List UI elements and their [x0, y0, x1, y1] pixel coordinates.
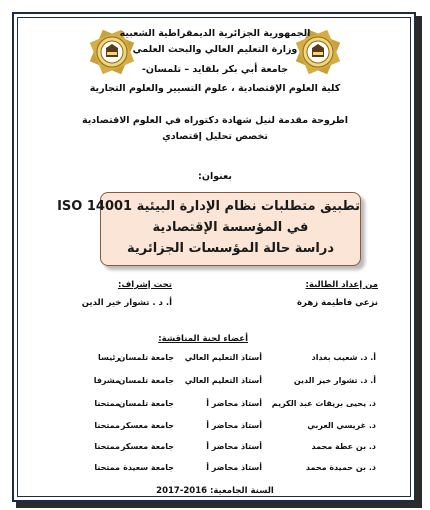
member-role: ممتحنا [94, 399, 120, 408]
member-role: مشرفا [93, 376, 120, 385]
member-name: د. بن حميدة محمد [305, 463, 376, 472]
member-name: أ. د. تشوار خير الدين [293, 376, 376, 385]
ministry-name: وزارة التعليم العالي والبحث العلمي [132, 44, 298, 55]
thesis-degree-line: اطروحة مقدمة لنيل شهادة دكتوراه في العلوم الاقتصادية [81, 115, 349, 126]
member-name: د. غريسي العربي [307, 421, 376, 430]
member-university: جامعة تلمسان [118, 353, 174, 362]
supervisor-name: أ. د . تشوار خير الدين [81, 298, 172, 308]
member-university: جامعة تلمسان [118, 376, 174, 385]
member-rank: أستاذ التعليم العالي [184, 353, 262, 362]
republic-name: الجمهورية الجزائرية الديمقراطية الشعبية [119, 28, 311, 39]
member-university: جامعة تلمسان [118, 399, 174, 408]
university-name: جامعة أبي بكر بلقايد – تلمسان- [141, 64, 289, 75]
member-university: جامعة سعيدة [123, 463, 174, 472]
thesis-title-line-2: في المؤسسة الإقتصادية [152, 220, 309, 235]
member-name: أ. د. شعيب بغداد [311, 353, 376, 362]
member-role: رئيسا [97, 353, 120, 362]
member-university: جامعة معسكر [120, 421, 174, 430]
member-rank: أستاذ التعليم العالي [184, 376, 262, 385]
table-row [0, 376, 430, 390]
member-role: ممتحنا [94, 463, 120, 472]
faculty-name: كلية العلوم الإقتصادية ، علوم التسيير والعلوم التجارية [89, 83, 341, 94]
member-rank: أستاذ محاضر أ [206, 463, 262, 472]
thesis-title-box [57, 192, 361, 266]
thesis-title-line-3: دراسة حالة المؤسسات الجزائرية [126, 241, 335, 256]
member-rank: أستاذ محاضر أ [206, 442, 262, 451]
member-role: ممتحنا [94, 442, 120, 451]
member-rank: أستاذ محاضر أ [206, 421, 262, 430]
member-name: د. يحيى بريقات عبد الكريم [271, 399, 376, 408]
committee-label: أعضاء لجنة المناقشة: [158, 334, 248, 344]
student-name: نزعي فاطيمة زهرة [297, 298, 378, 308]
academic-year: السنة الجامعية: 2016-2017 [156, 486, 274, 496]
table-row [0, 421, 430, 435]
member-name: د. بن عطة محمد [311, 442, 376, 451]
title-label: بعنوان: [198, 171, 232, 182]
supervisor-label: تحت إشراف: [117, 280, 172, 290]
thesis-title-line-1: تطبيق متطلبات نظام الإدارة البيئية ISO 14001 [57, 199, 360, 214]
member-university: جامعة معسكر [120, 442, 174, 451]
prepared-by-label: من إعداد الطالبة: [305, 280, 378, 290]
table-row [0, 442, 430, 456]
table-row [0, 353, 430, 367]
member-rank: أستاذ محاضر أ [206, 399, 262, 408]
table-row [0, 463, 430, 477]
page-shadow-bottom [16, 502, 422, 508]
table-row [0, 399, 430, 413]
member-role: ممتحنا [94, 421, 120, 430]
thesis-specialty-line: تخصص تحليل إقتصادي [162, 131, 268, 142]
